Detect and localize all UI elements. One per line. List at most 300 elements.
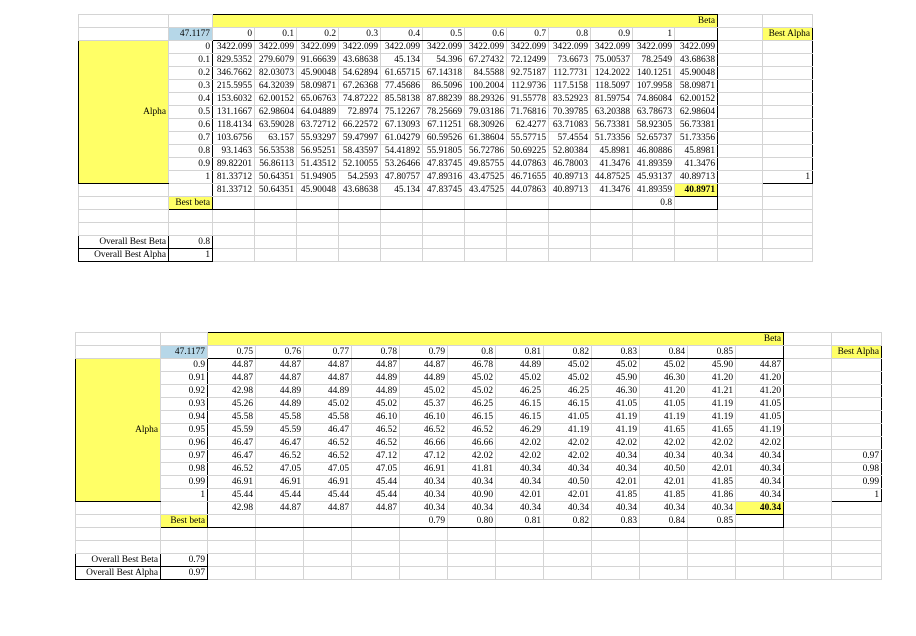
best-beta-cell[interactable] <box>256 515 304 528</box>
blank-cell[interactable] <box>832 540 882 553</box>
data-cell[interactable]: 41.19 <box>592 424 640 437</box>
beta-header-cell[interactable]: 0.82 <box>544 346 592 359</box>
data-cell[interactable]: 42.01 <box>640 476 688 489</box>
data-cell[interactable]: 279.6079 <box>255 54 297 67</box>
data-cell[interactable]: 41.19 <box>688 411 736 424</box>
data-cell[interactable]: 57.4554 <box>549 132 591 145</box>
blank-cell[interactable] <box>784 437 832 450</box>
data-cell[interactable]: 53.26466 <box>381 158 423 171</box>
data-cell[interactable]: 67.11251 <box>423 119 465 132</box>
data-cell[interactable]: 81.33712 <box>213 171 255 184</box>
alpha-value-cell[interactable]: 0.92 <box>161 385 208 398</box>
data-cell[interactable]: 63.59028 <box>255 119 297 132</box>
data-cell[interactable]: 60.59526 <box>423 132 465 145</box>
data-cell[interactable]: 45.44 <box>352 476 400 489</box>
best-alpha-cell[interactable] <box>763 93 813 106</box>
blank-cell[interactable] <box>675 248 718 261</box>
data-cell[interactable]: 56.86113 <box>255 158 297 171</box>
data-cell[interactable]: 41.05 <box>544 411 592 424</box>
data-cell[interactable]: 41.19 <box>544 424 592 437</box>
blank-cell[interactable] <box>549 197 591 210</box>
blank-cell[interactable] <box>507 248 549 261</box>
beta-header-cell[interactable]: 0.3 <box>339 28 381 41</box>
data-cell[interactable]: 45.02 <box>448 372 496 385</box>
beta-header-cell[interactable]: 0.84 <box>640 346 688 359</box>
best-alpha-cell[interactable] <box>763 80 813 93</box>
row-min-cell[interactable]: 45.8981 <box>675 145 718 158</box>
col-min-cell[interactable]: 40.34 <box>544 502 592 515</box>
data-cell[interactable]: 58.92305 <box>633 119 675 132</box>
data-cell[interactable]: 50.69225 <box>507 145 549 158</box>
blank-cell[interactable] <box>339 197 381 210</box>
blank-cell[interactable] <box>640 528 688 541</box>
col-min-cell[interactable]: 40.34 <box>448 502 496 515</box>
row-min-cell[interactable]: 40.34 <box>736 450 784 463</box>
blank-cell[interactable] <box>496 566 544 579</box>
blank-cell[interactable] <box>213 235 255 248</box>
data-cell[interactable]: 3422.099 <box>591 41 633 54</box>
col-min-cell[interactable]: 42.98 <box>208 502 256 515</box>
blank-cell[interactable] <box>213 210 255 223</box>
data-cell[interactable]: 118.4134 <box>213 119 255 132</box>
data-cell[interactable]: 40.34 <box>640 450 688 463</box>
data-cell[interactable]: 44.89 <box>256 385 304 398</box>
blank-cell[interactable] <box>784 566 832 579</box>
data-cell[interactable]: 61.38604 <box>465 132 507 145</box>
overall-best-beta-value[interactable]: 0.79 <box>161 553 208 566</box>
data-cell[interactable]: 41.3476 <box>591 158 633 171</box>
data-cell[interactable]: 59.47997 <box>339 132 381 145</box>
blank-cell[interactable] <box>352 528 400 541</box>
data-cell[interactable]: 41.19 <box>640 411 688 424</box>
blank-cell[interactable] <box>549 248 591 261</box>
blank-cell[interactable] <box>718 197 763 210</box>
blank-cell[interactable] <box>784 359 832 372</box>
blank-cell[interactable] <box>544 566 592 579</box>
data-cell[interactable]: 44.07863 <box>507 158 549 171</box>
data-cell[interactable]: 42.02 <box>688 437 736 450</box>
data-cell[interactable]: 91.66639 <box>297 54 339 67</box>
blank-cell[interactable] <box>423 210 465 223</box>
data-cell[interactable]: 117.5158 <box>549 80 591 93</box>
data-cell[interactable]: 46.91 <box>304 476 352 489</box>
col-min-cell[interactable]: 81.33712 <box>213 184 255 197</box>
alpha-value-cell[interactable]: 0.9 <box>161 359 208 372</box>
alpha-label-cell[interactable]: Alpha <box>76 359 161 502</box>
data-cell[interactable]: 91.55778 <box>507 93 549 106</box>
blank-cell[interactable] <box>688 540 736 553</box>
beta-header-cell[interactable]: 0.81 <box>496 346 544 359</box>
alpha-value-cell[interactable]: 0.6 <box>169 119 213 132</box>
blank-cell[interactable] <box>675 197 718 210</box>
best-alpha-cell[interactable] <box>832 372 882 385</box>
blank-cell[interactable] <box>381 222 423 235</box>
blank-cell[interactable] <box>76 515 161 528</box>
alpha-value-cell[interactable]: 0.94 <box>161 411 208 424</box>
data-cell[interactable]: 46.15 <box>496 398 544 411</box>
blank-cell[interactable] <box>763 197 813 210</box>
blank-cell[interactable] <box>208 528 256 541</box>
data-cell[interactable]: 75.00537 <box>591 54 633 67</box>
data-cell[interactable]: 44.89 <box>400 372 448 385</box>
blank-cell[interactable] <box>400 566 448 579</box>
blank-cell[interactable] <box>381 210 423 223</box>
best-alpha-cell[interactable] <box>832 398 882 411</box>
blank-cell[interactable] <box>784 398 832 411</box>
blank-cell[interactable] <box>763 222 813 235</box>
data-cell[interactable]: 46.47 <box>304 424 352 437</box>
data-cell[interactable]: 45.02 <box>640 359 688 372</box>
data-cell[interactable]: 3422.099 <box>255 41 297 54</box>
data-cell[interactable]: 118.5097 <box>591 80 633 93</box>
blank-cell[interactable] <box>675 210 718 223</box>
row-min-cell[interactable]: 41.3476 <box>675 158 718 171</box>
data-cell[interactable]: 44.89 <box>256 398 304 411</box>
blank-cell[interactable] <box>633 248 675 261</box>
beta-header-cell[interactable]: 0.83 <box>592 346 640 359</box>
data-cell[interactable]: 42.02 <box>448 450 496 463</box>
best-alpha-cell[interactable] <box>832 385 882 398</box>
blank-cell[interactable] <box>423 222 465 235</box>
data-cell[interactable]: 52.80384 <box>549 145 591 158</box>
blank-cell[interactable] <box>718 158 763 171</box>
data-cell[interactable]: 47.80757 <box>381 171 423 184</box>
blank-cell[interactable] <box>784 385 832 398</box>
best-alpha-cell[interactable] <box>832 437 882 450</box>
data-cell[interactable]: 40.34 <box>592 463 640 476</box>
data-cell[interactable]: 42.01 <box>496 489 544 502</box>
data-cell[interactable]: 88.29326 <box>465 93 507 106</box>
data-cell[interactable]: 40.34 <box>688 450 736 463</box>
blank-cell[interactable] <box>832 566 882 579</box>
data-cell[interactable]: 47.89316 <box>423 171 465 184</box>
alpha-value-cell[interactable]: 0.8 <box>169 145 213 158</box>
blank-cell[interactable] <box>507 197 549 210</box>
blank-cell[interactable] <box>255 222 297 235</box>
data-cell[interactable]: 41.21 <box>688 385 736 398</box>
corner-value-cell[interactable]: 47.1177 <box>161 346 208 359</box>
blank-cell[interactable] <box>675 222 718 235</box>
alpha-value-cell[interactable]: 0.2 <box>169 67 213 80</box>
data-cell[interactable]: 44.87 <box>256 359 304 372</box>
blank-cell[interactable] <box>352 553 400 566</box>
data-cell[interactable]: 41.81 <box>448 463 496 476</box>
blank-cell[interactable] <box>255 248 297 261</box>
data-cell[interactable]: 3422.099 <box>549 41 591 54</box>
data-cell[interactable]: 46.52 <box>400 424 448 437</box>
blank-cell[interactable] <box>591 222 633 235</box>
blank-cell[interactable] <box>592 566 640 579</box>
best-beta-cell[interactable]: 0.79 <box>400 515 448 528</box>
row-min-cell[interactable]: 56.73381 <box>675 119 718 132</box>
blank-cell[interactable] <box>784 411 832 424</box>
blank-cell[interactable] <box>76 346 161 359</box>
data-cell[interactable]: 46.15 <box>544 398 592 411</box>
data-cell[interactable]: 61.04279 <box>381 132 423 145</box>
data-cell[interactable]: 54.396 <box>423 54 465 67</box>
blank-cell[interactable] <box>832 333 882 346</box>
blank-cell[interactable] <box>169 15 213 28</box>
data-cell[interactable]: 63.78673 <box>633 106 675 119</box>
data-cell[interactable]: 45.02 <box>304 398 352 411</box>
blank-cell[interactable] <box>208 566 256 579</box>
data-cell[interactable]: 45.134 <box>381 54 423 67</box>
data-cell[interactable]: 46.25 <box>544 385 592 398</box>
blank-cell[interactable] <box>718 184 763 197</box>
beta-header-cell[interactable]: 0.85 <box>688 346 736 359</box>
blank-cell[interactable] <box>507 210 549 223</box>
col-min-cell[interactable]: 40.34 <box>688 502 736 515</box>
data-cell[interactable]: 44.87 <box>352 359 400 372</box>
blank-cell[interactable] <box>507 235 549 248</box>
col-min-cell[interactable]: 41.89359 <box>633 184 675 197</box>
blank-cell[interactable] <box>339 222 381 235</box>
blank-cell[interactable] <box>304 528 352 541</box>
blank-cell[interactable] <box>496 528 544 541</box>
blank-cell[interactable] <box>784 463 832 476</box>
overall-best-alpha-label[interactable]: Overall Best Alpha <box>79 248 169 261</box>
data-cell[interactable]: 46.52 <box>304 437 352 450</box>
blank-cell[interactable] <box>465 248 507 261</box>
best-beta-cell[interactable]: 0.85 <box>688 515 736 528</box>
blank-cell[interactable] <box>423 235 465 248</box>
blank-cell[interactable] <box>718 145 763 158</box>
data-cell[interactable]: 44.89 <box>496 359 544 372</box>
blank-cell[interactable] <box>718 93 763 106</box>
blank-cell[interactable] <box>718 106 763 119</box>
data-cell[interactable]: 81.59754 <box>591 93 633 106</box>
best-beta-value[interactable]: 0.8 <box>633 197 675 210</box>
blank-cell[interactable] <box>784 540 832 553</box>
data-cell[interactable]: 45.44 <box>304 489 352 502</box>
blank-cell[interactable] <box>832 515 882 528</box>
data-cell[interactable]: 84.5588 <box>465 67 507 80</box>
data-cell[interactable]: 64.32039 <box>255 80 297 93</box>
alpha-label-cell[interactable]: Alpha <box>79 41 169 184</box>
overall-best-alpha-value[interactable]: 0.97 <box>161 566 208 579</box>
data-cell[interactable]: 40.50 <box>544 476 592 489</box>
blank-cell[interactable] <box>718 54 763 67</box>
data-cell[interactable]: 46.47 <box>208 450 256 463</box>
data-cell[interactable]: 45.8981 <box>591 145 633 158</box>
blank-cell[interactable] <box>736 528 784 541</box>
overall-min-cell[interactable]: 40.34 <box>736 502 784 515</box>
data-cell[interactable]: 215.5955 <box>213 80 255 93</box>
blank-cell[interactable] <box>465 210 507 223</box>
data-cell[interactable]: 3422.099 <box>507 41 549 54</box>
data-cell[interactable]: 41.19 <box>688 398 736 411</box>
blank-cell[interactable] <box>169 184 213 197</box>
blank-cell[interactable] <box>297 197 339 210</box>
data-cell[interactable]: 42.01 <box>592 476 640 489</box>
blank-cell[interactable] <box>76 333 161 346</box>
row-min-cell[interactable]: 41.20 <box>736 372 784 385</box>
data-cell[interactable]: 40.34 <box>400 489 448 502</box>
col-min-cell[interactable]: 40.34 <box>640 502 688 515</box>
data-cell[interactable]: 42.02 <box>544 450 592 463</box>
data-cell[interactable]: 47.05 <box>256 463 304 476</box>
data-cell[interactable]: 45.90 <box>688 359 736 372</box>
overall-best-alpha-label[interactable]: Overall Best Alpha <box>76 566 161 579</box>
data-cell[interactable]: 44.89 <box>352 372 400 385</box>
data-cell[interactable]: 45.02 <box>496 372 544 385</box>
data-cell[interactable]: 45.90 <box>592 372 640 385</box>
data-cell[interactable]: 3422.099 <box>633 41 675 54</box>
data-cell[interactable]: 67.14318 <box>423 67 465 80</box>
blank-cell[interactable] <box>784 502 832 515</box>
blank-cell[interactable] <box>496 553 544 566</box>
data-cell[interactable]: 56.53538 <box>255 145 297 158</box>
data-cell[interactable]: 45.44 <box>352 489 400 502</box>
data-cell[interactable]: 64.04889 <box>297 106 339 119</box>
blank-cell[interactable] <box>400 553 448 566</box>
data-cell[interactable]: 78.2549 <box>633 54 675 67</box>
blank-cell[interactable] <box>763 184 813 197</box>
row-min-cell[interactable]: 40.34 <box>736 463 784 476</box>
data-cell[interactable]: 41.86 <box>688 489 736 502</box>
blank-cell[interactable] <box>256 528 304 541</box>
data-cell[interactable]: 67.26368 <box>339 80 381 93</box>
data-cell[interactable]: 63.20388 <box>591 106 633 119</box>
beta-header-cell[interactable]: 0.76 <box>256 346 304 359</box>
best-alpha-cell[interactable] <box>832 424 882 437</box>
alpha-value-cell[interactable]: 0.96 <box>161 437 208 450</box>
col-min-cell[interactable]: 44.87 <box>352 502 400 515</box>
row-min-cell[interactable]: 45.90048 <box>675 67 718 80</box>
blank-cell[interactable] <box>736 553 784 566</box>
data-cell[interactable]: 63.157 <box>255 132 297 145</box>
data-cell[interactable]: 44.87525 <box>591 171 633 184</box>
blank-cell[interactable] <box>169 210 213 223</box>
data-cell[interactable]: 46.47 <box>256 437 304 450</box>
blank-cell[interactable] <box>832 502 882 515</box>
blank-cell[interactable] <box>255 197 297 210</box>
blank-cell[interactable] <box>448 528 496 541</box>
data-cell[interactable]: 46.10 <box>400 411 448 424</box>
data-cell[interactable]: 62.98604 <box>255 106 297 119</box>
data-cell[interactable]: 62.4277 <box>507 119 549 132</box>
data-cell[interactable]: 41.85 <box>688 476 736 489</box>
best-beta-cell[interactable]: 0.83 <box>592 515 640 528</box>
beta-header-cell[interactable]: 0.2 <box>297 28 339 41</box>
data-cell[interactable]: 46.52 <box>256 450 304 463</box>
data-cell[interactable]: 153.6032 <box>213 93 255 106</box>
col-min-cell[interactable]: 44.07863 <box>507 184 549 197</box>
data-cell[interactable]: 82.03073 <box>255 67 297 80</box>
best-alpha-cell[interactable] <box>763 54 813 67</box>
data-cell[interactable]: 42.02 <box>544 437 592 450</box>
beta-header-cell[interactable]: 1 <box>633 28 675 41</box>
col-min-cell[interactable]: 45.134 <box>381 184 423 197</box>
data-cell[interactable]: 45.58 <box>304 411 352 424</box>
blank-cell[interactable] <box>297 210 339 223</box>
blank-cell[interactable] <box>784 372 832 385</box>
best-alpha-cell[interactable]: 1 <box>763 171 813 184</box>
data-cell[interactable]: 46.91 <box>256 476 304 489</box>
data-cell[interactable]: 46.47 <box>208 437 256 450</box>
data-cell[interactable]: 41.20 <box>688 372 736 385</box>
blank-cell[interactable] <box>784 515 832 528</box>
blank-cell[interactable] <box>784 528 832 541</box>
data-cell[interactable]: 74.87222 <box>339 93 381 106</box>
blank-cell[interactable] <box>76 502 161 515</box>
blank-cell[interactable] <box>633 235 675 248</box>
data-cell[interactable]: 45.02 <box>592 359 640 372</box>
blank-cell[interactable] <box>297 248 339 261</box>
beta-header-cell[interactable]: 0.8 <box>549 28 591 41</box>
alpha-value-cell[interactable]: 0.5 <box>169 106 213 119</box>
row-min-cell[interactable]: 51.73356 <box>675 132 718 145</box>
overall-best-beta-label[interactable]: Overall Best Beta <box>79 235 169 248</box>
best-alpha-cell[interactable] <box>763 158 813 171</box>
best-beta-label[interactable]: Best beta <box>161 515 208 528</box>
data-cell[interactable]: 51.94905 <box>297 171 339 184</box>
alpha-value-cell[interactable]: 0.9 <box>169 158 213 171</box>
data-cell[interactable]: 79.03186 <box>465 106 507 119</box>
data-cell[interactable]: 40.34 <box>544 463 592 476</box>
blank-cell[interactable] <box>718 67 763 80</box>
data-cell[interactable]: 49.85755 <box>465 158 507 171</box>
data-cell[interactable]: 74.86084 <box>633 93 675 106</box>
data-cell[interactable]: 86.5096 <box>423 80 465 93</box>
data-cell[interactable]: 46.15 <box>496 411 544 424</box>
col-min-cell[interactable]: 50.64351 <box>255 184 297 197</box>
data-cell[interactable]: 46.71655 <box>507 171 549 184</box>
blank-cell[interactable] <box>448 553 496 566</box>
blank-cell[interactable] <box>213 222 255 235</box>
data-cell[interactable]: 107.9958 <box>633 80 675 93</box>
best-alpha-cell[interactable] <box>763 132 813 145</box>
alpha-value-cell[interactable]: 0.99 <box>161 476 208 489</box>
best-alpha-cell[interactable]: 0.97 <box>832 450 882 463</box>
data-cell[interactable]: 45.90048 <box>297 67 339 80</box>
blank-cell[interactable] <box>208 540 256 553</box>
data-cell[interactable]: 54.62894 <box>339 67 381 80</box>
blank-cell[interactable] <box>339 235 381 248</box>
blank-cell[interactable] <box>544 540 592 553</box>
beta-header-cell[interactable]: 0.7 <box>507 28 549 41</box>
blank-cell[interactable] <box>352 566 400 579</box>
data-cell[interactable]: 40.34 <box>448 476 496 489</box>
blank-cell[interactable] <box>161 333 208 346</box>
blank-cell[interactable] <box>736 346 784 359</box>
blank-cell[interactable] <box>784 476 832 489</box>
data-cell[interactable]: 47.12 <box>400 450 448 463</box>
best-beta-cell[interactable]: 0.82 <box>544 515 592 528</box>
data-cell[interactable]: 55.57715 <box>507 132 549 145</box>
data-cell[interactable]: 41.65 <box>688 424 736 437</box>
blank-cell[interactable] <box>718 210 763 223</box>
blank-cell[interactable] <box>381 248 423 261</box>
overall-best-alpha-value[interactable]: 1 <box>169 248 213 261</box>
data-cell[interactable]: 47.05 <box>304 463 352 476</box>
data-cell[interactable]: 46.91 <box>400 463 448 476</box>
best-alpha-cell[interactable]: 1 <box>832 489 882 502</box>
blank-cell[interactable] <box>213 197 255 210</box>
corner-value-cell[interactable]: 47.1177 <box>169 28 213 41</box>
data-cell[interactable]: 45.59 <box>208 424 256 437</box>
blank-cell[interactable] <box>763 210 813 223</box>
data-cell[interactable]: 72.8974 <box>339 106 381 119</box>
data-cell[interactable]: 45.02 <box>544 359 592 372</box>
data-cell[interactable]: 72.12499 <box>507 54 549 67</box>
blank-cell[interactable] <box>784 424 832 437</box>
col-min-cell[interactable]: 43.68638 <box>339 184 381 197</box>
beta-header-cell[interactable]: 0.5 <box>423 28 465 41</box>
data-cell[interactable]: 41.89359 <box>633 158 675 171</box>
data-cell[interactable]: 46.25 <box>448 398 496 411</box>
col-min-cell[interactable]: 41.3476 <box>591 184 633 197</box>
